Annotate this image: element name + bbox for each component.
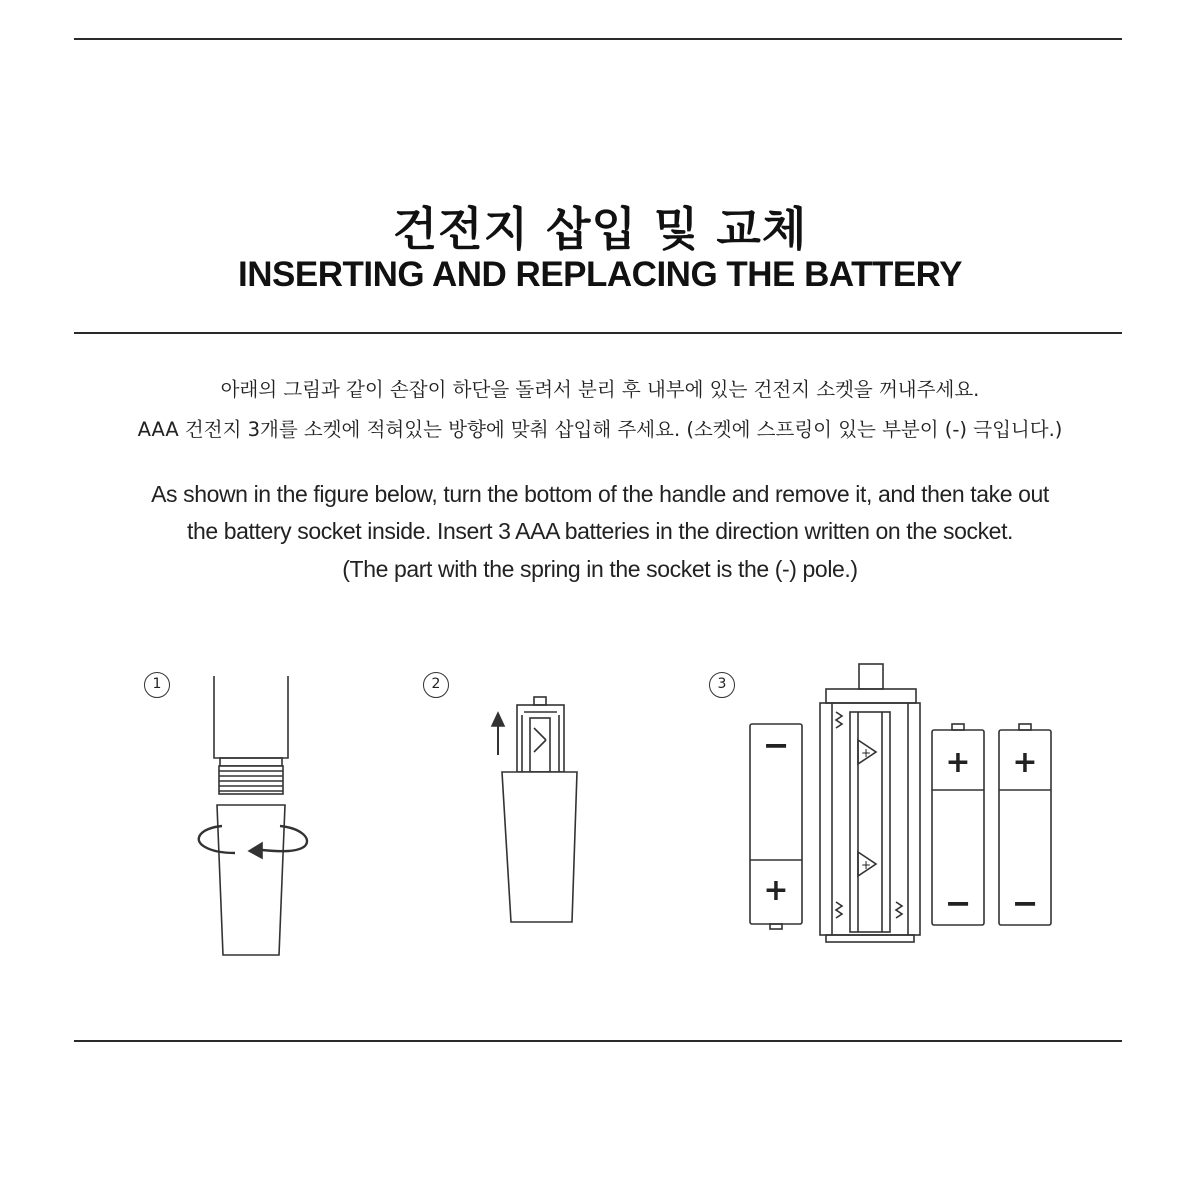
instruction-en-line-3: (The part with the spring in the socket is the (-) pole.) bbox=[342, 556, 858, 582]
instruction-ko-line-2: AAA 건전지 3개를 소켓에 적혀있는 방향에 맞춰 삽입해 주세요. (소켓에 스프링이 있는 부분이 (-) 극입니다.) bbox=[137, 418, 1063, 441]
battery-insert-icon bbox=[750, 664, 1051, 942]
instruction-ko-line-1: 아래의 그림과 같이 손잡이 하단을 돌려서 분리 후 내부에 있는 건전지 소켓을 꺼내주세요. bbox=[220, 378, 980, 401]
step-1-number: 1 bbox=[144, 672, 170, 698]
title-english: INSERTING AND REPLACING THE BATTERY bbox=[238, 255, 962, 294]
bottom-divider bbox=[74, 1040, 1122, 1042]
instruction-en-line-2: the battery socket inside. Insert 3 AAA batteries in the direction written on the socket. bbox=[186, 518, 1014, 544]
right-battery-plus-sign: + bbox=[1012, 745, 1038, 780]
handle-twist-icon bbox=[199, 676, 307, 955]
middle-battery-plus-sign: + bbox=[945, 745, 971, 780]
left-battery-minus-sign: − bbox=[762, 726, 790, 764]
title-korean: 건전지 삽입 및 교체 bbox=[392, 202, 808, 256]
middle-battery-minus-sign: − bbox=[944, 884, 972, 922]
right-battery-minus-sign: − bbox=[1011, 884, 1039, 922]
instruction-en-line-1: As shown in the figure below, turn the bottom of the handle and remove it, and then take out bbox=[151, 481, 1049, 507]
left-battery-plus-sign: + bbox=[763, 873, 789, 908]
socket-plus-sign-bottom: + bbox=[860, 858, 872, 872]
step-3-number: 3 bbox=[709, 672, 735, 698]
socket-plus-sign-top: + bbox=[860, 746, 872, 760]
step-2-number: 2 bbox=[423, 672, 449, 698]
socket-removal-icon bbox=[492, 697, 577, 922]
